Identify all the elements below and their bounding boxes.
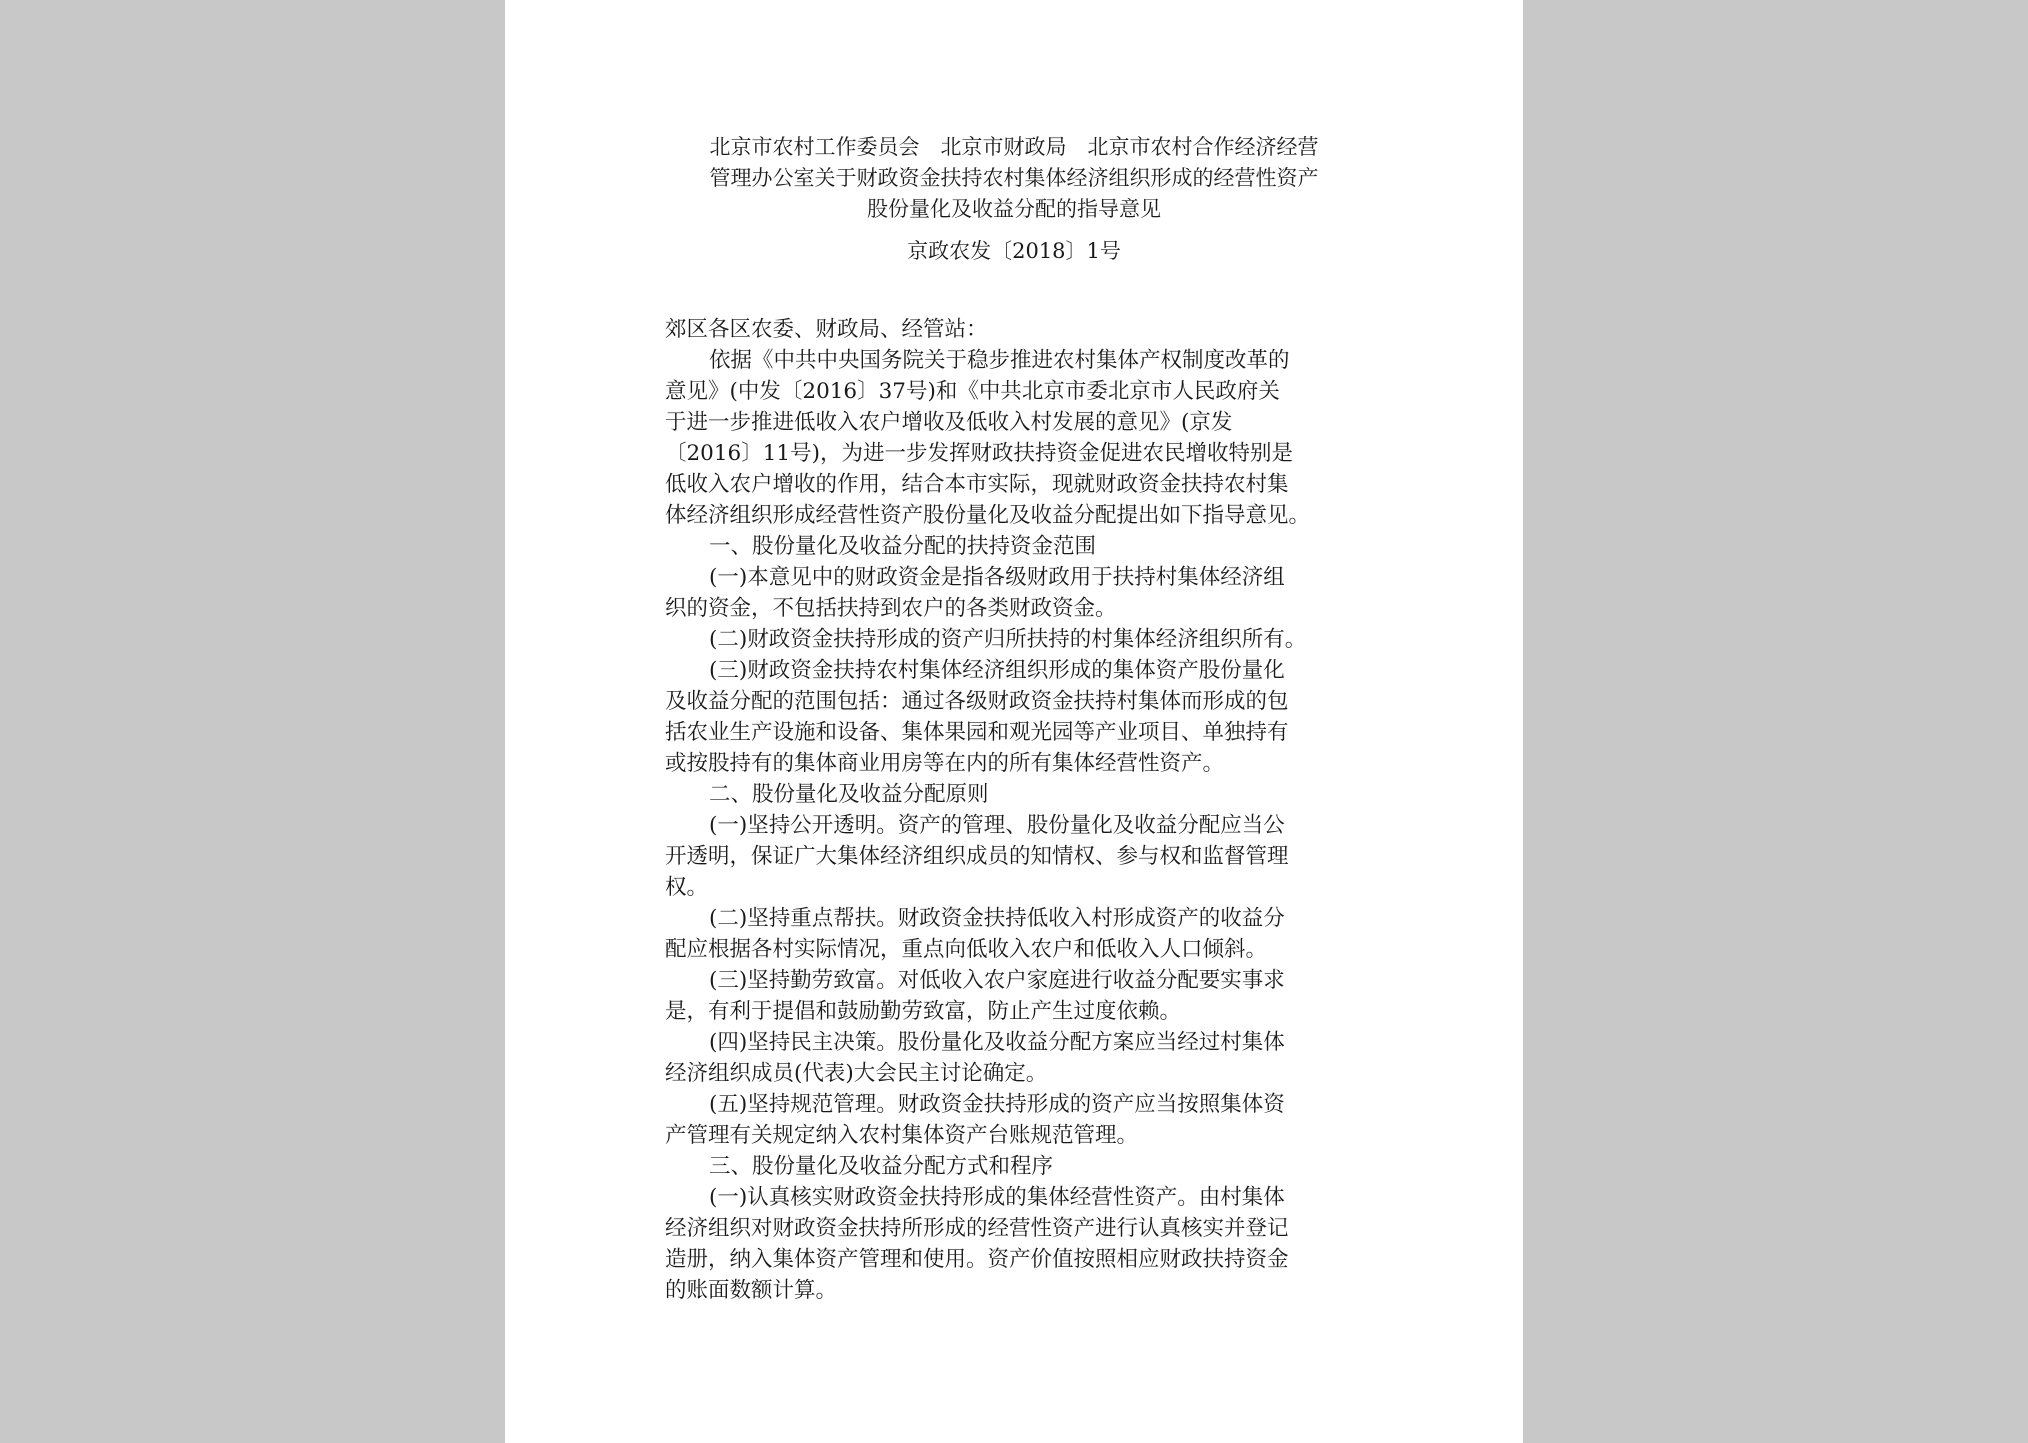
paragraph-line: 产管理有关规定纳入农村集体资产台账规范管理。 bbox=[665, 1123, 1139, 1148]
paragraph-line: 权。 bbox=[665, 875, 709, 900]
paragraph-line: (一)本意见中的财政资金是指各级财政用于扶持村集体经济组 bbox=[709, 565, 1285, 590]
section-heading: 二、股份量化及收益分配原则 bbox=[709, 782, 989, 807]
document-page bbox=[505, 0, 1523, 1443]
paragraph-line: 织的资金，不包括扶持到农户的各类财政资金。 bbox=[665, 596, 1117, 621]
paragraph-line: 括农业生产设施和设备、集体果园和观光园等产业项目、单独持有 bbox=[665, 720, 1289, 745]
section-heading: 三、股份量化及收益分配方式和程序 bbox=[709, 1154, 1054, 1179]
paragraph-line: 或按股持有的集体商业用房等在内的所有集体经营性资产。 bbox=[665, 751, 1225, 776]
paragraph-line: (五)坚持规范管理。财政资金扶持形成的资产应当按照集体资 bbox=[709, 1092, 1285, 1117]
paragraph-line: 经济组织对财政资金扶持所形成的经营性资产进行认真核实并登记 bbox=[665, 1216, 1289, 1241]
paragraph-line: (二)坚持重点帮扶。财政资金扶持低收入村形成资产的收益分 bbox=[709, 906, 1285, 931]
paragraph-line: 经济组织成员(代表)大会民主讨论确定。 bbox=[665, 1061, 1048, 1086]
document-body bbox=[665, 314, 1365, 1306]
document-number: 京政农发〔2018〕1号 bbox=[907, 239, 1121, 263]
paragraph-line: 造册，纳入集体资产管理和使用。资产价值按照相应财政扶持资金 bbox=[665, 1247, 1289, 1272]
paragraph-line: 意见》(中发〔2016〕37号)和《中共北京市委北京市人民政府关 bbox=[665, 379, 1280, 404]
title-line: 股份量化及收益分配的指导意见 bbox=[867, 197, 1161, 221]
paragraph-line: 〔2016〕11号)，为进一步发挥财政扶持资金促进农民增收特别是 bbox=[665, 441, 1293, 466]
paragraph-line: (二)财政资金扶持形成的资产归所扶持的村集体经济组织所有。 bbox=[709, 627, 1307, 652]
paragraph-line: 依据《中共中央国务院关于稳步推进农村集体产权制度改革的 bbox=[709, 348, 1290, 373]
paragraph-line: (一)认真核实财政资金扶持形成的集体经营性资产。由村集体 bbox=[709, 1185, 1285, 1210]
paragraph-line: 体经济组织形成经营性资产股份量化及收益分配提出如下指导意见。 bbox=[665, 503, 1311, 528]
paragraph-line: 低收入农户增收的作用，结合本市实际，现就财政资金扶持农村集 bbox=[665, 472, 1289, 497]
paragraph-line: 于进一步推进低收入农户增收及低收入村发展的意见》(京发 bbox=[665, 410, 1233, 435]
title-line: 北京市农村工作委员会 北京市财政局 北京市农村合作经济经营 bbox=[709, 135, 1319, 159]
paragraph-line: (三)财政资金扶持农村集体经济组织形成的集体资产股份量化 bbox=[709, 658, 1285, 683]
section-heading: 一、股份量化及收益分配的扶持资金范围 bbox=[709, 534, 1097, 559]
paragraph-line: 的账面数额计算。 bbox=[665, 1278, 838, 1303]
paragraph-line: 配应根据各村实际情况，重点向低收入农户和低收入人口倾斜。 bbox=[665, 937, 1268, 962]
paragraph-line: (一)坚持公开透明。资产的管理、股份量化及收益分配应当公 bbox=[709, 813, 1285, 838]
salutation: 郊区各区农委、财政局、经管站： bbox=[665, 317, 988, 342]
paragraph-line: 是，有利于提倡和鼓励勤劳致富，防止产生过度依赖。 bbox=[665, 999, 1182, 1024]
paragraph-line: 开透明，保证广大集体经济组织成员的知情权、参与权和监督管理 bbox=[665, 844, 1289, 869]
paragraph-line: (四)坚持民主决策。股份量化及收益分配方案应当经过村集体 bbox=[709, 1030, 1285, 1055]
paragraph-line: 及收益分配的范围包括：通过各级财政资金扶持村集体而形成的包 bbox=[665, 689, 1289, 714]
paragraph-line: (三)坚持勤劳致富。对低收入农户家庭进行收益分配要实事求 bbox=[709, 968, 1285, 993]
document-title bbox=[505, 132, 1523, 225]
title-line: 管理办公室关于财政资金扶持农村集体经济组织形成的经营性资产 bbox=[709, 166, 1319, 190]
